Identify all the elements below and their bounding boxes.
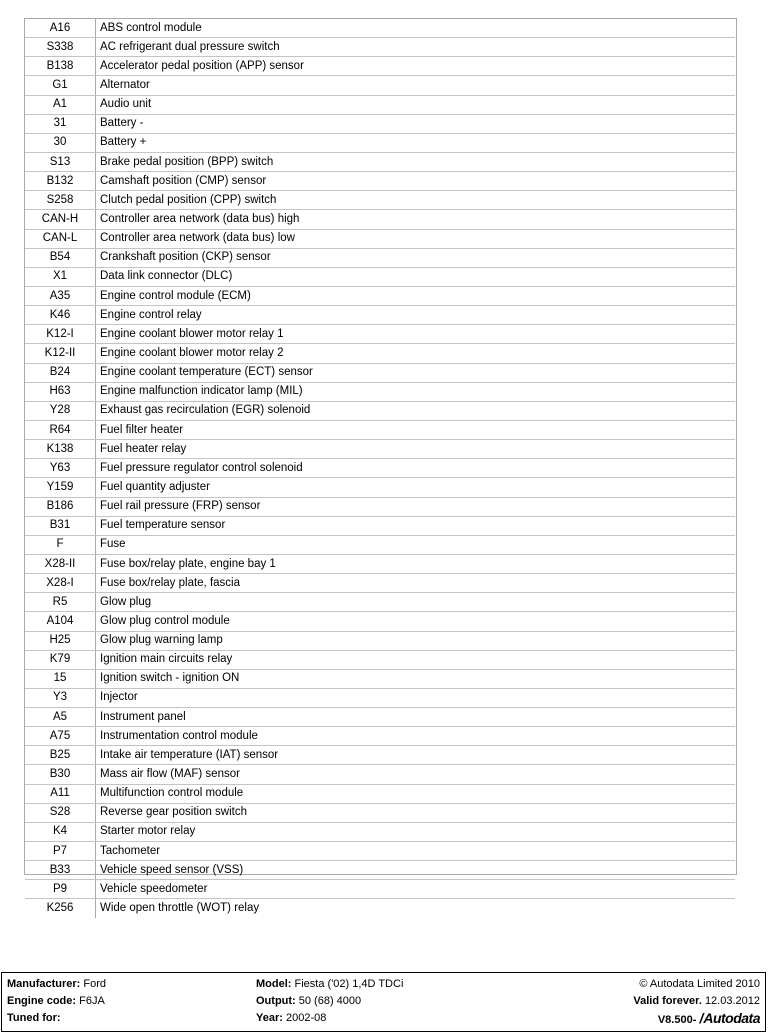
component-description: Instrument panel xyxy=(96,708,736,727)
component-description: Fuel pressure regulator control solenoid xyxy=(96,459,736,478)
output-field xyxy=(256,995,361,1008)
component-description: Instrumentation control module xyxy=(96,727,736,746)
component-description: Glow plug control module xyxy=(96,612,736,631)
component-description: Multifunction control module xyxy=(96,784,736,803)
engine-code-value: F6JA xyxy=(79,995,105,1007)
component-description: Engine coolant blower motor relay 2 xyxy=(96,344,736,363)
component-code: B31 xyxy=(25,516,96,535)
component-description: Fuel temperature sensor xyxy=(96,516,736,535)
year-label: Year: xyxy=(256,1012,283,1024)
legend-table-body xyxy=(25,19,735,918)
component-description: Clutch pedal position (CPP) switch xyxy=(96,191,736,210)
tuned-for-field xyxy=(7,1012,61,1025)
component-code: S258 xyxy=(25,191,96,210)
component-code: A104 xyxy=(25,612,96,631)
legend-row xyxy=(25,248,735,267)
legend-row xyxy=(25,784,735,803)
component-description: Vehicle speedometer xyxy=(96,880,736,899)
legend-row xyxy=(25,516,735,535)
legend-row xyxy=(25,478,735,497)
legend-row xyxy=(25,38,735,57)
legend-row xyxy=(25,191,735,210)
legend-row xyxy=(25,822,735,841)
legend-row xyxy=(25,363,735,382)
output-label: Output: xyxy=(256,995,296,1007)
copyright-text: © Autodata Limited 2010 xyxy=(639,978,760,990)
component-code: P7 xyxy=(25,842,96,861)
component-description: Glow plug xyxy=(96,593,736,612)
legend-row xyxy=(25,899,735,918)
component-code: 15 xyxy=(25,669,96,688)
component-description: Fuse xyxy=(96,535,736,554)
component-description: Fuse box/relay plate, engine bay 1 xyxy=(96,554,736,573)
component-code: B33 xyxy=(25,861,96,880)
legend-row xyxy=(25,440,735,459)
component-description: Exhaust gas recirculation (EGR) solenoid xyxy=(96,401,736,420)
component-code: K79 xyxy=(25,650,96,669)
legend-row xyxy=(25,842,735,861)
component-code: Y159 xyxy=(25,478,96,497)
component-code: R5 xyxy=(25,593,96,612)
component-description: Data link connector (DLC) xyxy=(96,267,736,286)
component-code: A5 xyxy=(25,708,96,727)
legend-row xyxy=(25,19,735,38)
legend-row xyxy=(25,172,735,191)
engine-code-field xyxy=(7,995,105,1008)
component-description: AC refrigerant dual pressure switch xyxy=(96,38,736,57)
component-code: B186 xyxy=(25,497,96,516)
legend-row xyxy=(25,459,735,478)
component-description: Intake air temperature (IAT) sensor xyxy=(96,746,736,765)
legend-row xyxy=(25,880,735,899)
component-description: Injector xyxy=(96,688,736,707)
legend-row xyxy=(25,76,735,95)
component-code: H25 xyxy=(25,631,96,650)
legend-row xyxy=(25,631,735,650)
component-description: Controller area network (data bus) high xyxy=(96,210,736,229)
year-value: 2002-08 xyxy=(285,1012,327,1024)
component-description: Fuel rail pressure (FRP) sensor xyxy=(96,497,736,516)
component-code: X1 xyxy=(25,267,96,286)
component-description: Brake pedal position (BPP) switch xyxy=(96,152,736,171)
legend-row xyxy=(25,344,735,363)
legend-row xyxy=(25,286,735,305)
component-description: Battery + xyxy=(96,133,736,152)
component-code: R64 xyxy=(25,420,96,439)
component-code: B30 xyxy=(25,765,96,784)
brand-slash-icon: / xyxy=(699,1010,704,1026)
component-description: Engine control relay xyxy=(96,306,736,325)
autodata-logo: Autodata xyxy=(703,1010,760,1026)
legend-row xyxy=(25,669,735,688)
legend-row xyxy=(25,574,735,593)
validity-field xyxy=(633,995,760,1008)
legend-row xyxy=(25,325,735,344)
legend-row xyxy=(25,210,735,229)
component-description: Accelerator pedal position (APP) sensor xyxy=(96,57,736,76)
legend-row xyxy=(25,95,735,114)
component-description: Mass air flow (MAF) sensor xyxy=(96,765,736,784)
component-description: Controller area network (data bus) low xyxy=(96,229,736,248)
legend-row xyxy=(25,57,735,76)
legend-row xyxy=(25,152,735,171)
component-code: S28 xyxy=(25,803,96,822)
legend-row xyxy=(25,612,735,631)
component-description: Audio unit xyxy=(96,95,736,114)
component-code: B54 xyxy=(25,248,96,267)
component-code: K138 xyxy=(25,440,96,459)
component-legend-table xyxy=(24,18,737,915)
output-value: 50 (68) 4000 xyxy=(298,995,362,1007)
legend-row xyxy=(25,114,735,133)
legend-row xyxy=(25,133,735,152)
component-description: Ignition main circuits relay xyxy=(96,650,736,669)
component-code: X28-II xyxy=(25,554,96,573)
component-code: Y63 xyxy=(25,459,96,478)
component-code: Y28 xyxy=(25,401,96,420)
component-code: 31 xyxy=(25,114,96,133)
component-code: K12-I xyxy=(25,325,96,344)
component-description: Ignition switch - ignition ON xyxy=(96,669,736,688)
legend-row xyxy=(25,861,735,880)
model-field xyxy=(256,978,403,991)
legend-row xyxy=(25,708,735,727)
date-value: 12.03.2012 xyxy=(704,995,760,1007)
component-description: Tachometer xyxy=(96,842,736,861)
version-brand-field xyxy=(658,1012,760,1027)
component-code: K46 xyxy=(25,306,96,325)
component-description: Fuel quantity adjuster xyxy=(96,478,736,497)
legend-row xyxy=(25,650,735,669)
component-code: A1 xyxy=(25,95,96,114)
component-code: B132 xyxy=(25,172,96,191)
legend-row xyxy=(25,727,735,746)
component-code: B24 xyxy=(25,363,96,382)
component-code: CAN-H xyxy=(25,210,96,229)
legend-row xyxy=(25,229,735,248)
manufacturer-field xyxy=(7,978,106,991)
component-description: Wide open throttle (WOT) relay xyxy=(100,902,260,915)
component-code: H63 xyxy=(25,382,96,401)
component-description: Engine coolant blower motor relay 1 xyxy=(96,325,736,344)
component-code: 30 xyxy=(25,133,96,152)
component-code: A11 xyxy=(25,784,96,803)
legend-row xyxy=(25,535,735,554)
component-description: Glow plug warning lamp xyxy=(96,631,736,650)
model-value: Fiesta ('02) 1,4D TDCi xyxy=(294,978,404,990)
component-description: Engine control module (ECM) xyxy=(96,286,736,305)
legend-row xyxy=(25,497,735,516)
component-code: X28-I xyxy=(25,574,96,593)
tuned-for-label: Tuned for: xyxy=(7,1012,61,1024)
version-text: V8.500- xyxy=(657,1014,697,1026)
legend-row xyxy=(25,382,735,401)
legend-row xyxy=(25,420,735,439)
component-description: Crankshaft position (CKP) sensor xyxy=(96,248,736,267)
legend-row xyxy=(25,554,735,573)
component-description: Engine malfunction indicator lamp (MIL) xyxy=(96,382,736,401)
year-field xyxy=(256,1012,326,1025)
component-description: Fuse box/relay plate, fascia xyxy=(96,574,736,593)
legend-row xyxy=(25,593,735,612)
manufacturer-value: Ford xyxy=(83,978,107,990)
component-description: Alternator xyxy=(96,76,736,95)
component-description: Vehicle speed sensor (VSS) xyxy=(96,861,736,880)
component-code: A75 xyxy=(25,727,96,746)
component-code: S338 xyxy=(25,38,96,57)
component-description: Camshaft position (CMP) sensor xyxy=(96,172,736,191)
component-code: P9 xyxy=(25,880,96,899)
legend-row xyxy=(25,306,735,325)
component-code: F xyxy=(25,535,96,554)
manufacturer-label: Manufacturer: xyxy=(7,978,81,990)
engine-code-label: Engine code: xyxy=(7,995,77,1007)
component-description: Fuel filter heater xyxy=(96,420,736,439)
component-code: B138 xyxy=(25,57,96,76)
component-description: Fuel heater relay xyxy=(96,440,736,459)
component-code: Y3 xyxy=(25,688,96,707)
component-code: A35 xyxy=(25,286,96,305)
component-code: S13 xyxy=(25,152,96,171)
legend-row xyxy=(25,401,735,420)
component-code: K4 xyxy=(25,822,96,841)
component-description: Reverse gear position switch xyxy=(96,803,736,822)
component-description: ABS control module xyxy=(96,19,736,38)
component-code: A16 xyxy=(25,19,96,38)
document-footer xyxy=(1,972,766,1032)
component-description: Starter motor relay xyxy=(96,822,736,841)
legend-row xyxy=(25,688,735,707)
component-code: G1 xyxy=(25,76,96,95)
legend-row xyxy=(25,765,735,784)
component-description: Engine coolant temperature (ECT) sensor xyxy=(96,363,736,382)
component-code: K256 xyxy=(25,899,96,918)
model-label: Model: xyxy=(256,978,292,990)
legend-row xyxy=(25,803,735,822)
component-code: B25 xyxy=(25,746,96,765)
validity-label: Valid forever. xyxy=(633,995,702,1007)
legend-row xyxy=(25,267,735,286)
component-code: K12-II xyxy=(25,344,96,363)
component-code: CAN-L xyxy=(25,229,96,248)
component-description: Battery - xyxy=(96,114,736,133)
legend-row xyxy=(25,746,735,765)
